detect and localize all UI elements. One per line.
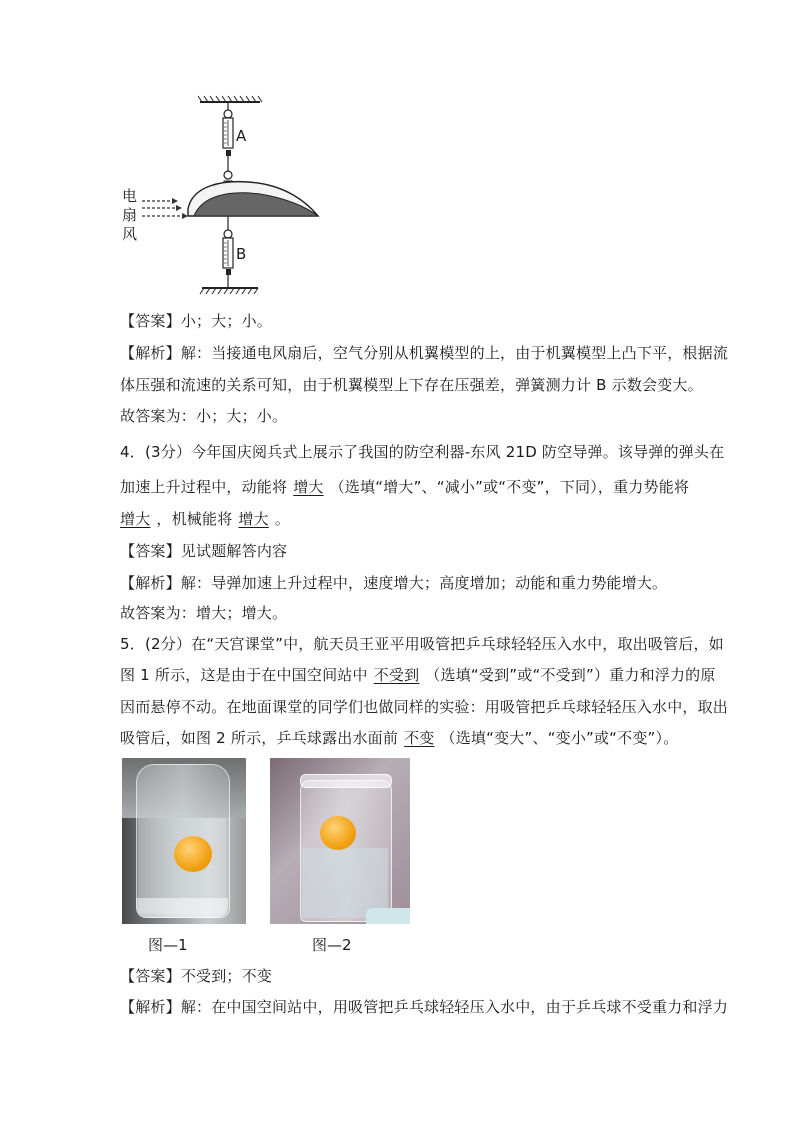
q4-text: ，机械能将 — [156, 510, 233, 528]
q4-analysis — [120, 573, 680, 593]
q5-answer — [120, 966, 680, 986]
ping-pong-ball — [174, 836, 212, 872]
scale-b-label: B — [236, 245, 247, 263]
q5-text: （选填“变大”、“变小”或“不变”）。 — [440, 729, 679, 747]
q5-question-line-2 — [120, 665, 716, 685]
photo-figure-1 — [122, 758, 246, 924]
answer-label: 【答案】 — [120, 312, 181, 330]
analysis-label: 【解析】 — [120, 344, 181, 362]
answer-text: 小；大；小。 — [180, 312, 273, 330]
q4-text: 加速上升过程中，动能将 — [120, 478, 288, 496]
q5-text: 图 1 所示，这是由于在中国空间站中 — [120, 666, 368, 684]
q4-blank-3: 增大 — [238, 510, 269, 528]
wing-experiment-figure — [110, 92, 340, 302]
answer-label: 【答案】 — [120, 542, 181, 560]
analysis-text: 解：当接通电风扇后，空气分别从机翼模型的上，由于机翼模型上凸下平，根据流 — [180, 344, 729, 362]
caption-figure-2: 图—2 — [312, 936, 352, 954]
floor-support — [200, 288, 258, 294]
q4-question-line-1: 4．(3分）今年国庆阅兵式上展示了我国的防空利器-东风 21D 防空导弹。该导弹的弹头在 — [120, 443, 725, 461]
q4-blank-1: 增大 — [293, 478, 324, 496]
q4-blank-2: 增大 — [120, 510, 151, 528]
q3-answer — [120, 311, 680, 331]
answer-text: 不受到；不变 — [180, 967, 273, 985]
q5-question-line-3: 因而悬停不动。在地面课堂的同学们也做同样的实验：用吸管把乒乓球轻轻压入水中，取出 — [120, 698, 729, 716]
q4-answer — [120, 541, 680, 561]
q5-text: （选填“受到”或“不受到”）重力和浮力的原 — [425, 666, 716, 684]
answer-label: 【答案】 — [120, 967, 181, 985]
q5-question-line-1: 5．(2分）在“天宫课堂”中，航天员王亚平用吸管把乒乓球轻轻压入水中，取出吸管后，如 — [120, 635, 724, 653]
spring-scale-a — [223, 102, 233, 186]
q4-question-line-3 — [120, 509, 680, 529]
fan-label-char-2: 扇 — [122, 206, 138, 224]
jar-rim — [300, 774, 392, 788]
answer-text: 见试题解答内容 — [180, 542, 288, 560]
q4-text: 。 — [274, 510, 291, 528]
spring-scale-b — [223, 216, 233, 288]
q3-analysis-line-2: 体压强和流速的关系可知，由于机翼模型上下存在压强差，弹簧测力计 B 示数会变大。 — [120, 376, 703, 394]
analysis-label: 【解析】 — [120, 574, 181, 592]
fan-label-char-3: 风 — [122, 225, 138, 243]
q4-question-line-2 — [120, 477, 690, 497]
caption-figure-1: 图—1 — [148, 936, 188, 954]
analysis-label: 【解析】 — [120, 998, 181, 1016]
analysis-text: 解：导弹加速上升过程中，速度增大；高度增加；动能和重力势能增大。 — [180, 574, 668, 592]
q4-final-answer: 故答案为：增大；增大。 — [120, 604, 288, 622]
analysis-text: 解：在中国空间站中，用吸管把乒乓球轻轻压入水中，由于乒乓球不受重力和浮力 — [180, 998, 729, 1016]
ping-pong-ball — [320, 816, 356, 850]
ceiling-support — [198, 96, 262, 102]
photo-figure-2 — [270, 758, 410, 924]
q3-final-answer: 故答案为：小；大；小。 — [120, 407, 288, 425]
q5-text: 吸管后，如图 2 所示，乒乓球露出水面前 — [120, 729, 399, 747]
q5-blank-1: 不受到 — [373, 666, 420, 684]
q3-analysis-line-1 — [120, 343, 729, 363]
q5-analysis — [120, 997, 729, 1017]
q4-text: （选填“增大”、“减小”或“不变”，下同），重力势能将 — [329, 478, 690, 496]
scale-a-label: A — [236, 127, 247, 145]
q5-question-line-4 — [120, 728, 680, 748]
base-plate — [366, 908, 410, 924]
bottle-bottom — [136, 898, 228, 918]
q5-blank-2: 不变 — [404, 729, 435, 747]
fan-label-char-1: 电 — [122, 187, 138, 205]
